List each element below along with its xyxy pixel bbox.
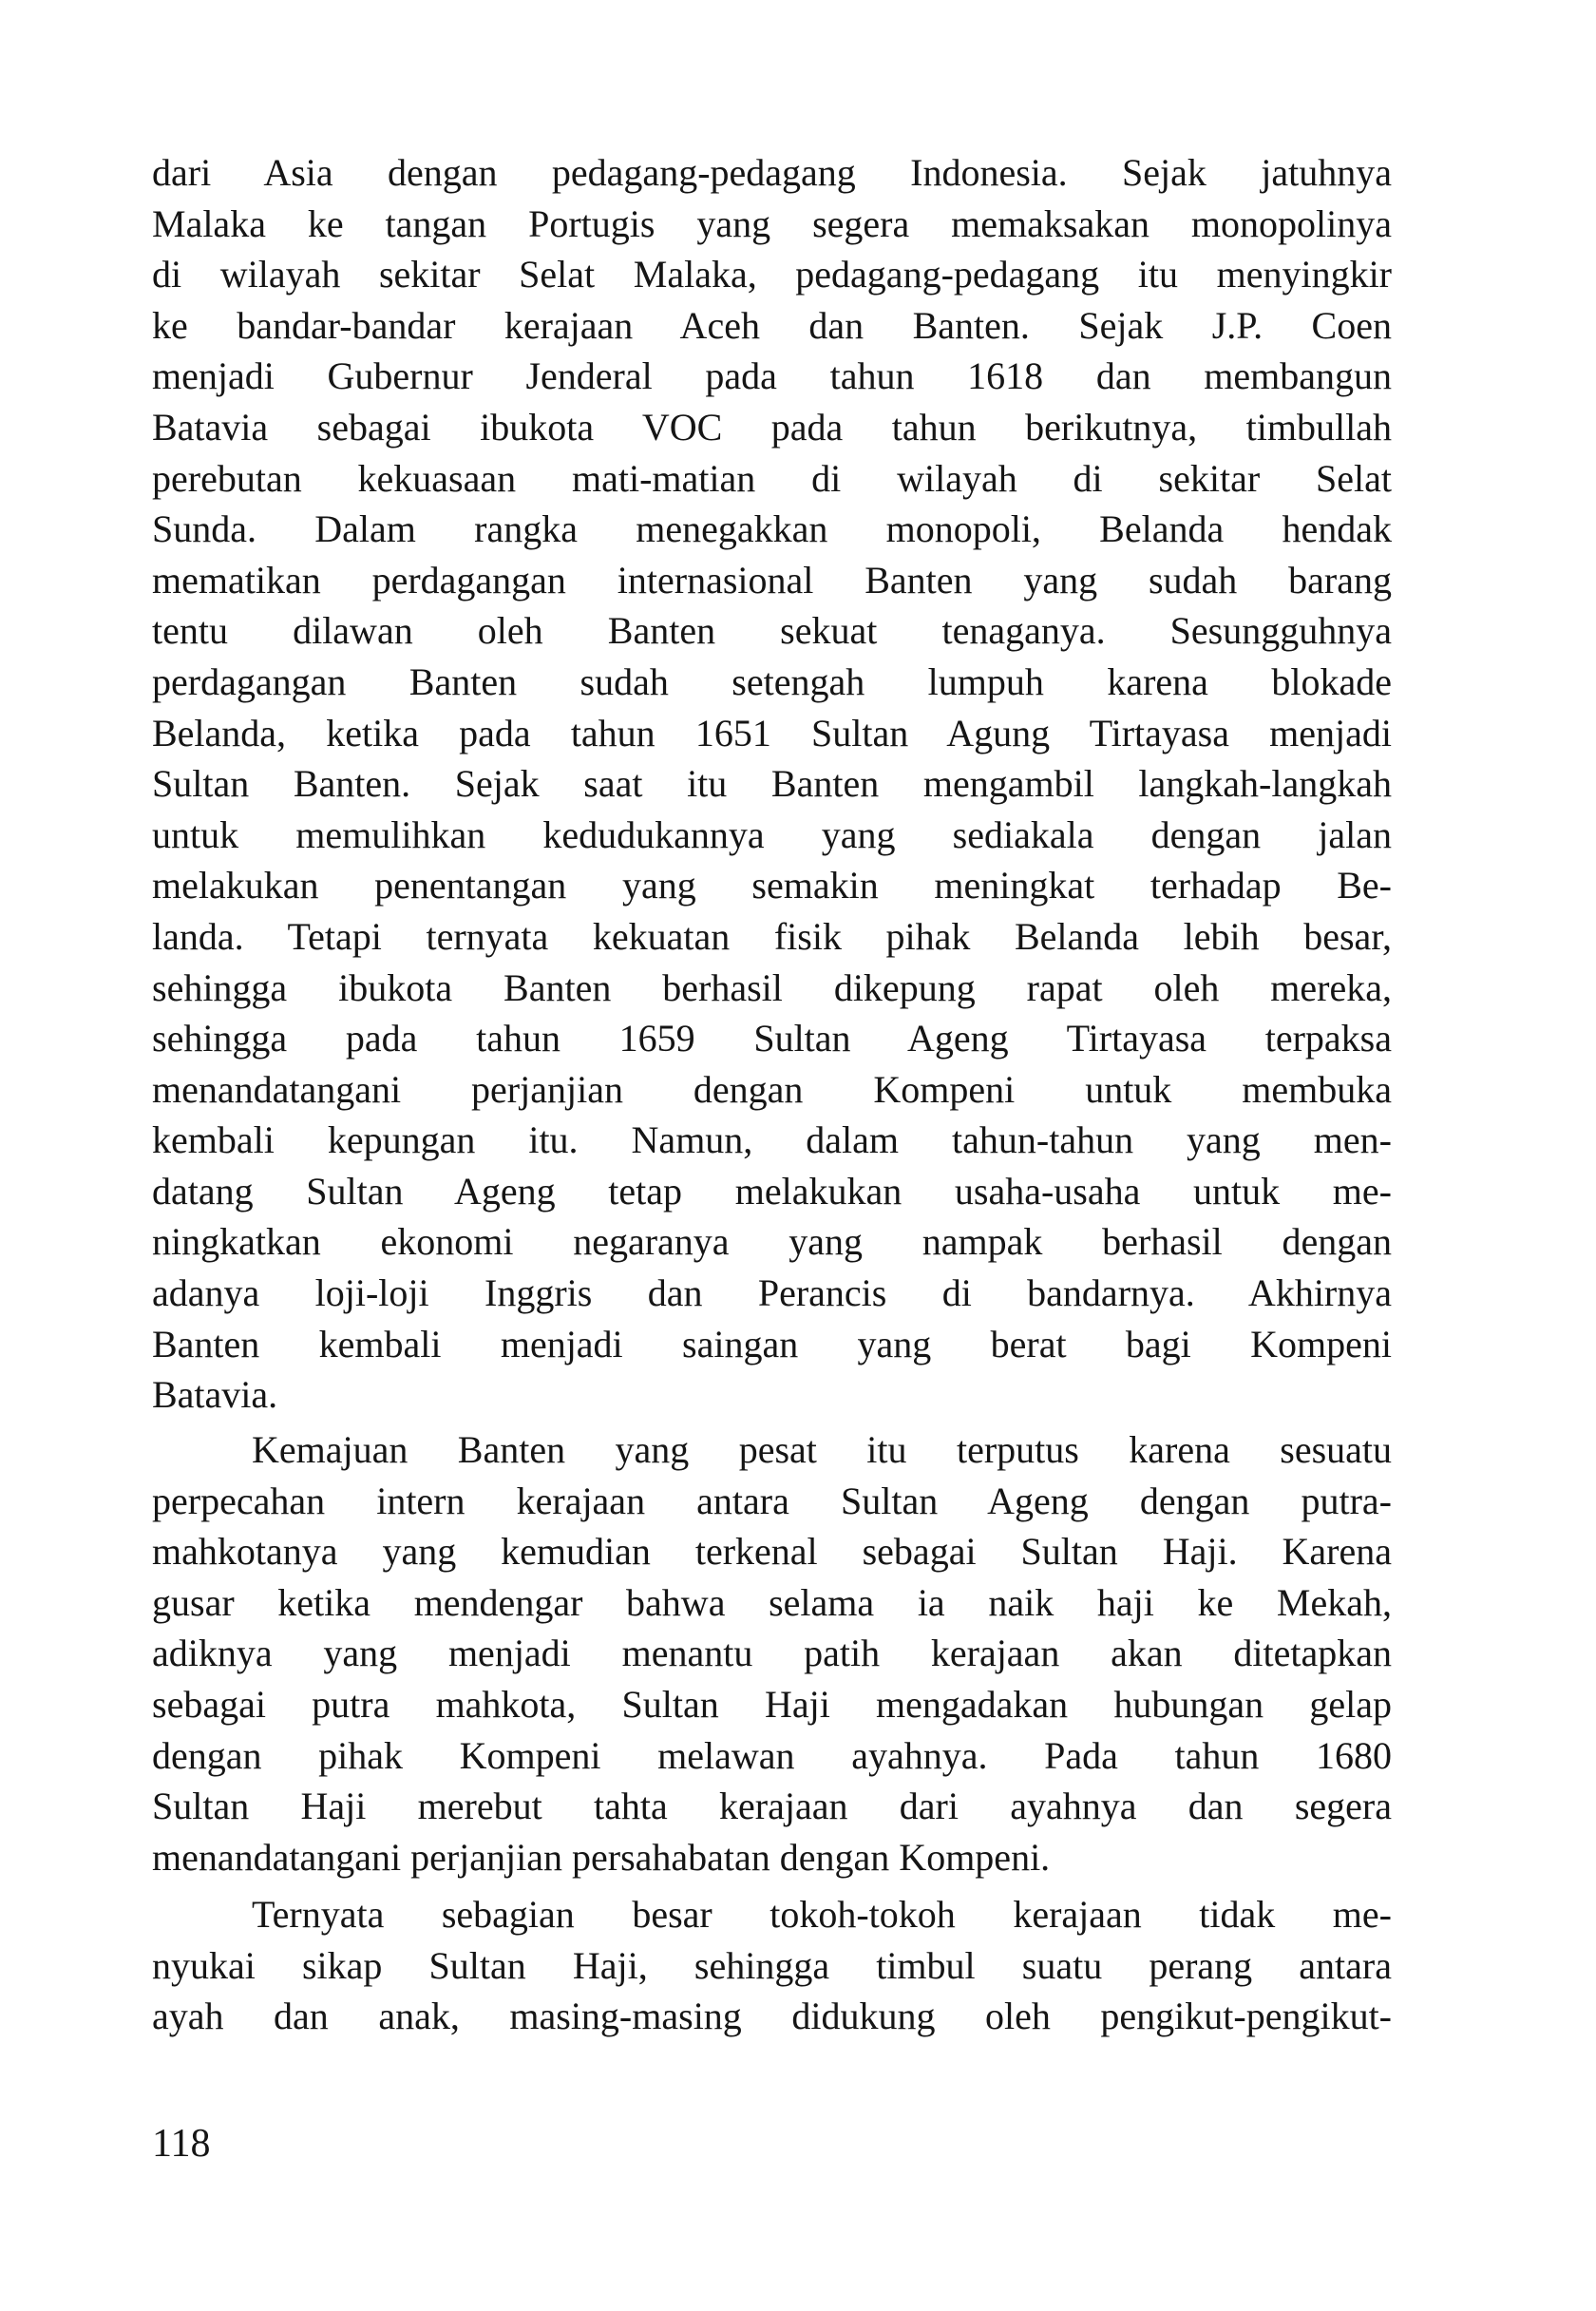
text-line: mahkotanya yang kemudian terkenal sebagai Sultan Haji. Karena xyxy=(152,1530,1392,1574)
text-line: ayah dan anak, masing-masing didukung oleh pengikut-pengikut- xyxy=(152,1995,1392,2038)
text-line: ningkatkan ekonomi negaranya yang nampak berhasil dengan xyxy=(152,1220,1392,1264)
text-line: Belanda, ketika pada tahun 1651 Sultan Agung Tirtayasa menjadi xyxy=(152,711,1392,754)
text-line: di wilayah sekitar Selat Malaka, pedagang-pedagang itu menyingkir xyxy=(152,253,1392,296)
text-line: adanya loji-loji Inggris dan Perancis di bandarnya. Akhirnya xyxy=(152,1271,1392,1315)
text-line: mematikan perdagangan internasional Banten yang sudah barang xyxy=(152,558,1392,602)
text-line: menjadi Gubernur Jenderal pada tahun 1618 dan membangun xyxy=(152,354,1392,398)
paragraph-2-text xyxy=(152,1424,1392,1882)
text-line: nyukai sikap Sultan Haji, sehingga timbul suatu perang antara xyxy=(152,1943,1392,1987)
text-line: sehingga pada tahun 1659 Sultan Ageng Tirtayasa terpaksa xyxy=(152,1017,1392,1060)
text-line: sebagai putra mahkota, Sultan Haji mengadakan hubungan gelap xyxy=(152,1682,1392,1726)
text-line: sehingga ibukota Banten berhasil dikepung rapat oleh mereka, xyxy=(152,965,1392,1009)
text-line: untuk memulihkan kedudukannya yang sediakala dengan jalan xyxy=(152,812,1392,856)
text-line: Sultan Banten. Sejak saat itu Banten mengambil langkah-langkah xyxy=(152,762,1392,806)
paragraph-2 xyxy=(152,1424,1392,1882)
text-line: Malaka ke tangan Portugis yang segera memaksakan monopolinya xyxy=(152,201,1392,245)
text-line: datang Sultan Ageng tetap melakukan usaha-usaha untuk me- xyxy=(152,1169,1392,1213)
text-line: kembali kepungan itu. Namun, dalam tahun-tahun yang men- xyxy=(152,1118,1392,1162)
paragraph-3 xyxy=(152,1889,1392,2042)
text-line: tentu dilawan oleh Banten sekuat tenaganya. Sesungguhnya xyxy=(152,609,1392,653)
text-line: Batavia. xyxy=(152,1373,278,1417)
text-line: Sultan Haji merebut tahta kerajaan dari ayahnya dan segera xyxy=(152,1785,1392,1828)
text-line: perdagangan Banten sudah setengah lumpuh karena blokade xyxy=(152,659,1392,703)
text-line: adiknya yang menjadi menantu patih kerajaan akan ditetapkan xyxy=(152,1632,1392,1675)
text-line: dengan pihak Kompeni melawan ayahnya. Pada tahun 1680 xyxy=(152,1733,1392,1777)
paragraph-1-text xyxy=(152,147,1392,1421)
paragraph-3-text xyxy=(152,1889,1392,2042)
text-line: Kemajuan Banten yang pesat itu terputus karena sesuatu xyxy=(252,1428,1392,1471)
text-line: menandatangani perjanjian dengan Kompeni untuk membuka xyxy=(152,1067,1392,1111)
text-line: landa. Tetapi ternyata kekuatan fisik pihak Belanda lebih besar, xyxy=(152,914,1392,958)
page-number: 118 xyxy=(152,2122,211,2166)
text-line: melakukan penentangan yang semakin meningkat terhadap Be- xyxy=(152,864,1392,907)
text-line: ke bandar-bandar kerajaan Aceh dan Banten. Sejak J.P. Coen xyxy=(152,303,1392,347)
text-line: Banten kembali menjadi saingan yang berat bagi Kompeni xyxy=(152,1322,1392,1366)
text-line: perebutan kekuasaan mati-matian di wilayah di sekitar Selat xyxy=(152,456,1392,500)
text-line: Batavia sebagai ibukota VOC pada tahun berikutnya, timbullah xyxy=(152,405,1392,449)
text-line: gusar ketika mendengar bahwa selama ia naik haji ke Mekah, xyxy=(152,1580,1392,1624)
text-line: Ternyata sebagian besar tokoh-tokoh kerajaan tidak me- xyxy=(252,1893,1392,1936)
text-line: perpecahan intern kerajaan antara Sultan Ageng dengan putra- xyxy=(152,1479,1392,1522)
text-line: dari Asia dengan pedagang-pedagang Indonesia. Sejak jatuhnya xyxy=(152,151,1392,194)
text-line: Sunda. Dalam rangka menegakkan monopoli, Belanda hendak xyxy=(152,507,1392,551)
text-line: menandatangani perjanjian persahabatan dengan Kompeni. xyxy=(152,1835,1051,1879)
paragraph-1 xyxy=(152,147,1392,1421)
